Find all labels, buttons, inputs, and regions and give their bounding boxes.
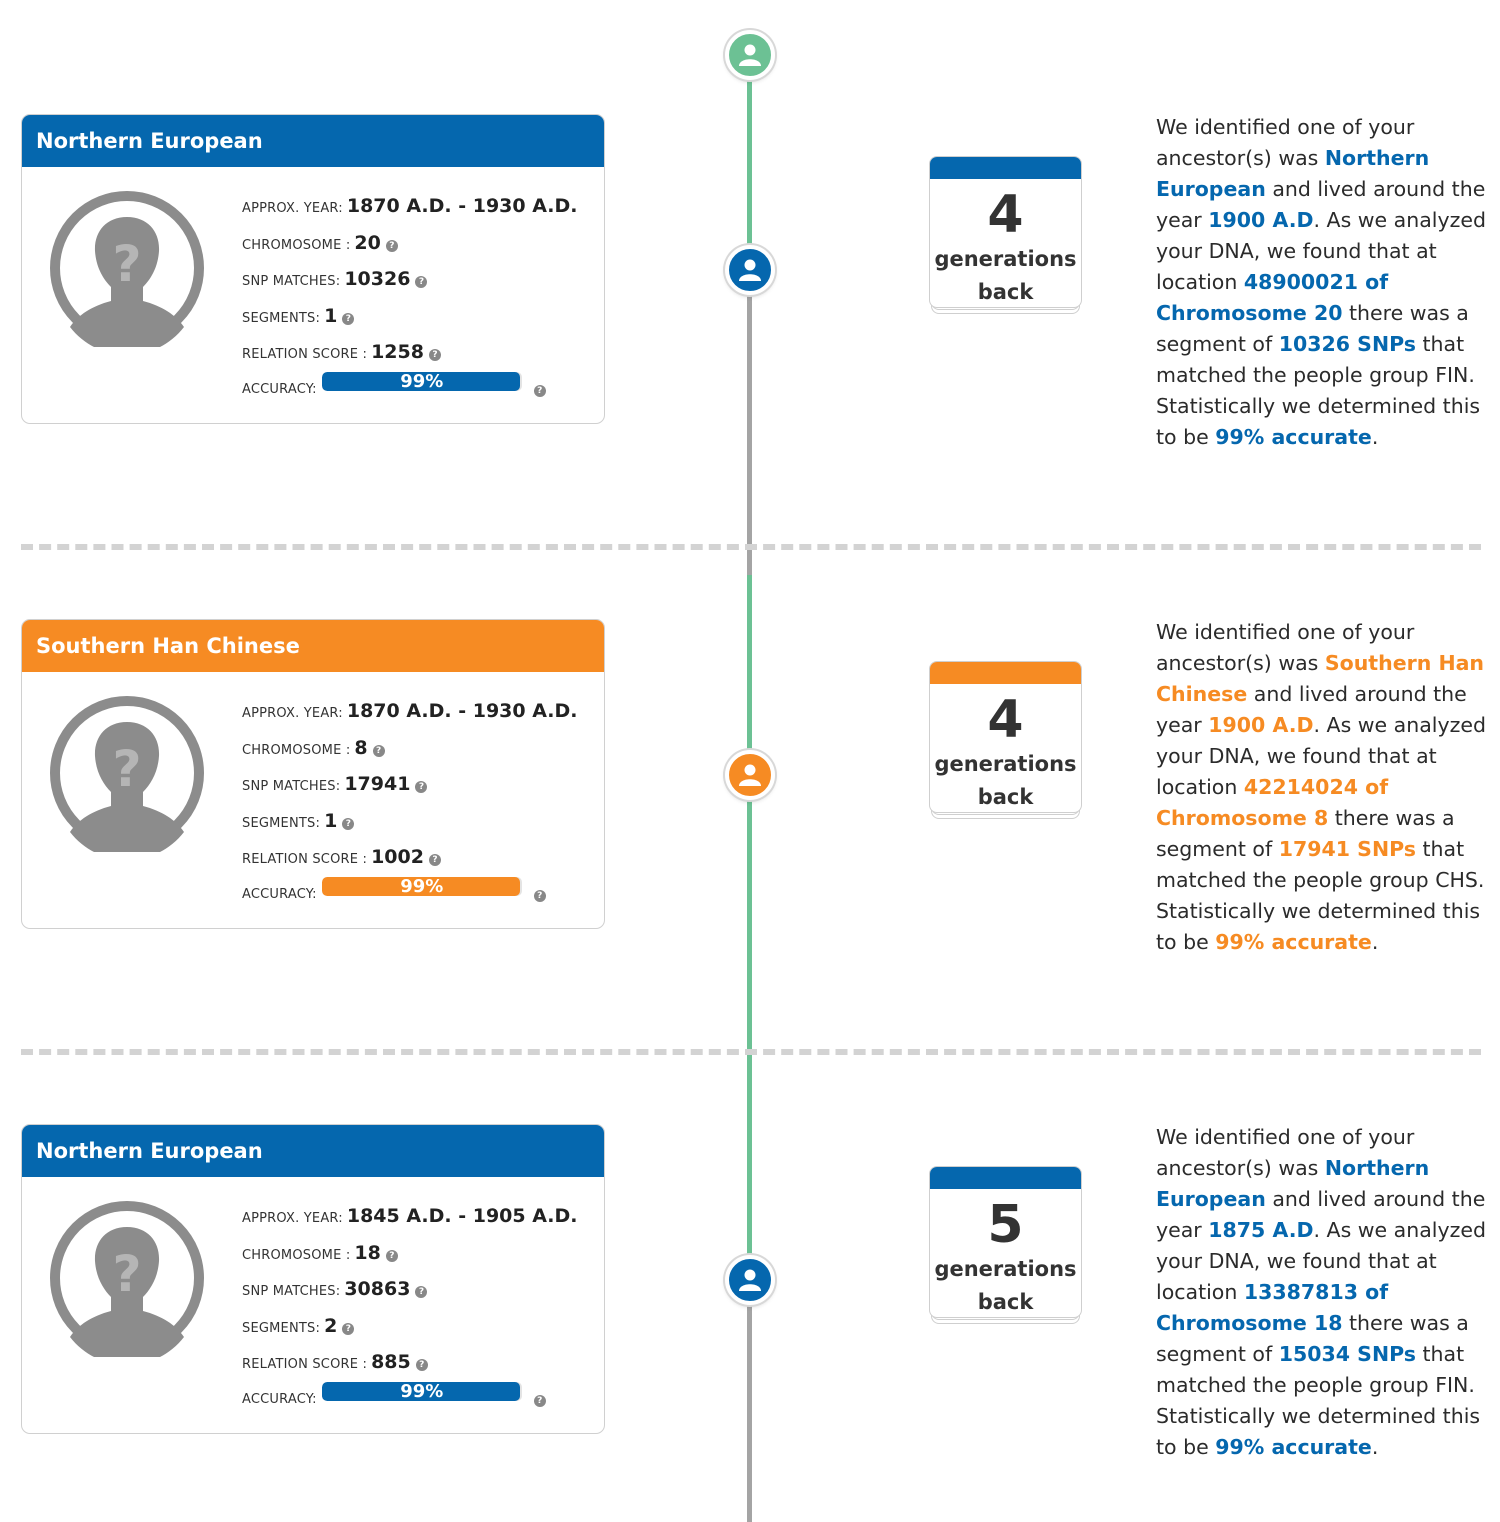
help-icon[interactable]: ?	[342, 818, 354, 830]
help-icon[interactable]: ?	[415, 1286, 427, 1298]
stat-approx-year	[242, 195, 592, 232]
help-icon[interactable]: ?	[429, 349, 441, 361]
generations-number: 5	[987, 1195, 1024, 1255]
ancestor-stats	[242, 1205, 592, 1424]
accuracy-bar	[322, 1382, 522, 1401]
stat-chromosome	[242, 1242, 592, 1279]
desc-text: .	[1371, 1435, 1379, 1459]
desc-highlight-snps: 15034 SNPs	[1278, 1342, 1416, 1366]
help-icon[interactable]: ?	[386, 1250, 398, 1262]
badge-header	[930, 662, 1081, 684]
ancestor-card	[21, 1124, 605, 1434]
accuracy-bar	[322, 877, 522, 896]
ancestor-card	[21, 619, 605, 929]
stat-label: RELATION SCORE :	[242, 347, 368, 362]
section-divider	[21, 1049, 1481, 1055]
stat-snp-matches	[242, 268, 592, 305]
help-icon[interactable]: ?	[415, 276, 427, 288]
stat-label: APPROX. YEAR:	[242, 706, 343, 721]
stat-label: ACCURACY:	[242, 1391, 317, 1407]
badge-page	[929, 1166, 1082, 1318]
desc-text: .	[1371, 425, 1379, 449]
desc-highlight-year: 1900 A.D	[1208, 713, 1314, 737]
desc-highlight-accuracy: 99% accurate	[1215, 425, 1372, 449]
help-icon[interactable]: ?	[373, 745, 385, 757]
stat-label: RELATION SCORE :	[242, 1357, 368, 1372]
section-divider	[21, 544, 1481, 550]
svg-text:?: ?	[112, 1245, 142, 1303]
generations-badge	[929, 1166, 1082, 1326]
stat-value: 20	[354, 231, 381, 254]
accuracy-value: 99%	[400, 1381, 444, 1401]
desc-highlight-accuracy: 99% accurate	[1215, 1435, 1372, 1459]
stat-label: ACCURACY:	[242, 381, 317, 397]
timeline-node[interactable]	[725, 750, 775, 800]
person-icon	[737, 42, 763, 68]
desc-text: We identified one of your ancestor(s) was	[1156, 620, 1415, 675]
stat-label: SEGMENTS:	[242, 815, 321, 831]
stat-approx-year	[242, 700, 592, 737]
stat-accuracy	[242, 876, 592, 920]
desc-highlight-snps: 17941 SNPs	[1278, 837, 1416, 861]
generations-badge	[929, 156, 1082, 316]
badge-header	[930, 157, 1081, 179]
desc-highlight-year: 1875 A.D	[1208, 1218, 1314, 1242]
help-icon[interactable]: ?	[429, 854, 441, 866]
generations-word: generations	[934, 247, 1077, 271]
generations-word: generations	[934, 752, 1077, 776]
stat-value: 30863	[344, 1278, 411, 1300]
stat-value: 8	[354, 736, 368, 759]
stat-label: SNP MATCHES:	[242, 274, 341, 289]
desc-highlight-snps: 10326 SNPs	[1278, 332, 1416, 356]
svg-text:?: ?	[112, 740, 142, 798]
badge-header	[930, 1167, 1081, 1189]
desc-highlight-accuracy: 99% accurate	[1215, 930, 1372, 954]
unknown-person-icon	[48, 189, 206, 347]
desc-highlight-group: Southern Han Chinese	[1156, 651, 1485, 706]
desc-text: . As we analyzed your DNA, we found that at location	[1156, 713, 1486, 799]
stat-segments	[242, 305, 592, 342]
timeline-line-segment	[747, 1280, 752, 1522]
stat-label: SEGMENTS:	[242, 310, 321, 326]
generations-number: 4	[987, 690, 1024, 750]
desc-text: that matched the people group CHS. Statistically we determined this to be	[1156, 837, 1485, 954]
help-icon[interactable]: ?	[386, 240, 398, 252]
desc-text: .	[1371, 930, 1379, 954]
stat-value: 1870 A.D. - 1930 A.D.	[346, 700, 578, 722]
accuracy-bar	[322, 372, 522, 391]
help-icon[interactable]: ?	[415, 781, 427, 793]
stat-segments	[242, 810, 592, 847]
desc-text: We identified one of your ancestor(s) was	[1156, 115, 1415, 170]
desc-highlight-year: 1900 A.D	[1208, 208, 1314, 232]
desc-highlight-location: 13387813 of Chromosome 18	[1156, 1280, 1389, 1335]
svg-text:?: ?	[112, 235, 142, 293]
stat-label: CHROMOSOME :	[242, 1247, 351, 1263]
timeline-node[interactable]	[725, 245, 775, 295]
help-icon[interactable]: ?	[342, 313, 354, 325]
stat-label: RELATION SCORE :	[242, 852, 368, 867]
stat-label: APPROX. YEAR:	[242, 1211, 343, 1226]
badge-page	[929, 661, 1082, 813]
stat-value: 10326	[344, 268, 411, 290]
timeline-line-segment	[747, 575, 752, 1280]
person-icon	[737, 1267, 763, 1293]
stat-value: 1	[324, 809, 338, 832]
help-icon[interactable]: ?	[342, 1323, 354, 1335]
accuracy-value: 99%	[400, 876, 444, 896]
ancestor-description	[1156, 112, 1486, 453]
ancestor-description	[1156, 1122, 1486, 1463]
person-icon	[737, 762, 763, 788]
timeline-node[interactable]	[725, 1255, 775, 1305]
timeline-line-segment	[747, 270, 752, 575]
stat-label: ACCURACY:	[242, 886, 317, 902]
stat-label: CHROMOSOME :	[242, 742, 351, 758]
unknown-person-icon	[48, 1199, 206, 1357]
generations-badge	[929, 661, 1082, 821]
timeline-line-segment	[747, 55, 752, 270]
ancestor-group-title: Southern Han Chinese	[22, 620, 604, 672]
help-icon[interactable]: ?	[416, 1359, 428, 1371]
desc-text: there was a segment of	[1156, 1311, 1469, 1366]
desc-text: . As we analyzed your DNA, we found that at location	[1156, 1218, 1486, 1304]
desc-highlight-group: Northern European	[1156, 146, 1430, 201]
desc-text: and lived around the year	[1156, 682, 1467, 737]
desc-text: there was a segment of	[1156, 301, 1469, 356]
stat-approx-year	[242, 1205, 592, 1242]
generations-word: generations	[934, 1257, 1077, 1281]
timeline-start-node	[725, 30, 775, 80]
desc-text: . As we analyzed your DNA, we found that at location	[1156, 208, 1486, 294]
generations-back: back	[977, 280, 1034, 304]
ancestor-group-title: Northern European	[22, 115, 604, 167]
stat-label: SNP MATCHES:	[242, 1284, 341, 1299]
stat-snp-matches	[242, 1278, 592, 1315]
ancestor-description	[1156, 617, 1486, 958]
stat-value: 18	[354, 1241, 381, 1264]
stat-value: 1002	[371, 846, 424, 868]
desc-text: and lived around the year	[1156, 1187, 1486, 1242]
desc-text: We identified one of your ancestor(s) was	[1156, 1125, 1415, 1180]
help-icon[interactable]: ?	[534, 1395, 546, 1407]
ancestor-card	[21, 114, 605, 424]
ancestor-stats	[242, 700, 592, 919]
ancestor-group-title: Northern European	[22, 1125, 604, 1177]
badge-page	[929, 156, 1082, 308]
desc-highlight-location: 48900021 of Chromosome 20	[1156, 270, 1389, 325]
generations-back: back	[977, 1290, 1034, 1314]
stat-value: 2	[324, 1314, 338, 1337]
desc-highlight-group: Northern European	[1156, 1156, 1430, 1211]
stat-label: SEGMENTS:	[242, 1320, 321, 1336]
stat-label: APPROX. YEAR:	[242, 201, 343, 216]
help-icon[interactable]: ?	[534, 385, 546, 397]
desc-text: and lived around the year	[1156, 177, 1486, 232]
stat-snp-matches	[242, 773, 592, 810]
desc-text: that matched the people group FIN. Statistically we determined this to be	[1156, 1342, 1481, 1459]
stat-value: 1	[324, 304, 338, 327]
stat-value: 1845 A.D. - 1905 A.D.	[346, 1205, 578, 1227]
desc-highlight-location: 42214024 of Chromosome 8	[1156, 775, 1389, 830]
person-icon	[737, 257, 763, 283]
stat-value: 885	[371, 1351, 411, 1373]
accuracy-value: 99%	[400, 371, 444, 391]
stat-chromosome	[242, 232, 592, 269]
unknown-person-icon	[48, 694, 206, 852]
stat-chromosome	[242, 737, 592, 774]
generations-number: 4	[987, 185, 1024, 245]
stat-value: 1258	[371, 341, 424, 363]
stat-label: SNP MATCHES:	[242, 779, 341, 794]
desc-text: that matched the people group FIN. Statistically we determined this to be	[1156, 332, 1481, 449]
ancestor-stats	[242, 195, 592, 414]
help-icon[interactable]: ?	[534, 890, 546, 902]
stat-segments	[242, 1315, 592, 1352]
desc-text: there was a segment of	[1156, 806, 1455, 861]
stat-accuracy	[242, 371, 592, 415]
generations-back: back	[977, 785, 1034, 809]
stat-label: CHROMOSOME :	[242, 237, 351, 253]
stat-value: 1870 A.D. - 1930 A.D.	[346, 195, 578, 217]
stat-accuracy	[242, 1381, 592, 1425]
stat-value: 17941	[344, 773, 411, 795]
